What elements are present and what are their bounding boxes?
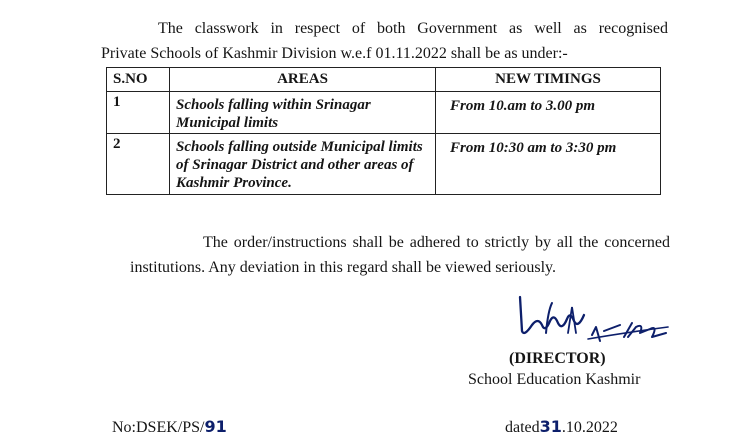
cell-sno: 2 [107, 134, 170, 195]
table-row [107, 92, 661, 134]
reference-number-handwritten: 91 [204, 417, 227, 436]
order-paragraph: The order/instructions shall be adhered to strictly by all the concerned institutions. Any deviation in this regard shall be viewed seriously. [130, 234, 670, 276]
cell-sno: 1 [107, 92, 170, 134]
dated-month-year: .10.2022 [561, 419, 618, 436]
header-new-timings: NEW TIMINGS [436, 68, 661, 92]
header-areas: AREAS [170, 68, 436, 92]
header-sno: S.NO [107, 68, 170, 92]
cell-timing: From 10:30 am to 3:30 pm [436, 134, 661, 195]
intro-line-2: Private Schools of Kashmir Division w.e.f 01.11.2022 shall be as under:- [101, 45, 568, 62]
office-name: School Education Kashmir [468, 371, 641, 388]
timings-table [106, 67, 661, 195]
intro-line-1: The classwork in respect of both Government as well as recognised [158, 20, 668, 37]
reference-prefix: No:DSEK/PS/ [112, 419, 205, 436]
reference-number [112, 417, 227, 437]
designation-director: (DIRECTOR) [509, 350, 606, 367]
dated-day-handwritten: 31 [539, 417, 562, 436]
table-row [107, 134, 661, 195]
cell-timing: From 10.am to 3.00 pm [436, 92, 661, 134]
cell-area: Schools falling within Srinagar Municipal limits [170, 92, 436, 134]
table-header-row [107, 68, 661, 92]
handwritten-signature [512, 287, 672, 345]
cell-area: Schools falling outside Municipal limits of Srinagar District and other areas of Kashmir Province. [170, 134, 436, 195]
dated-line [505, 417, 618, 437]
dated-prefix: dated [505, 419, 540, 436]
